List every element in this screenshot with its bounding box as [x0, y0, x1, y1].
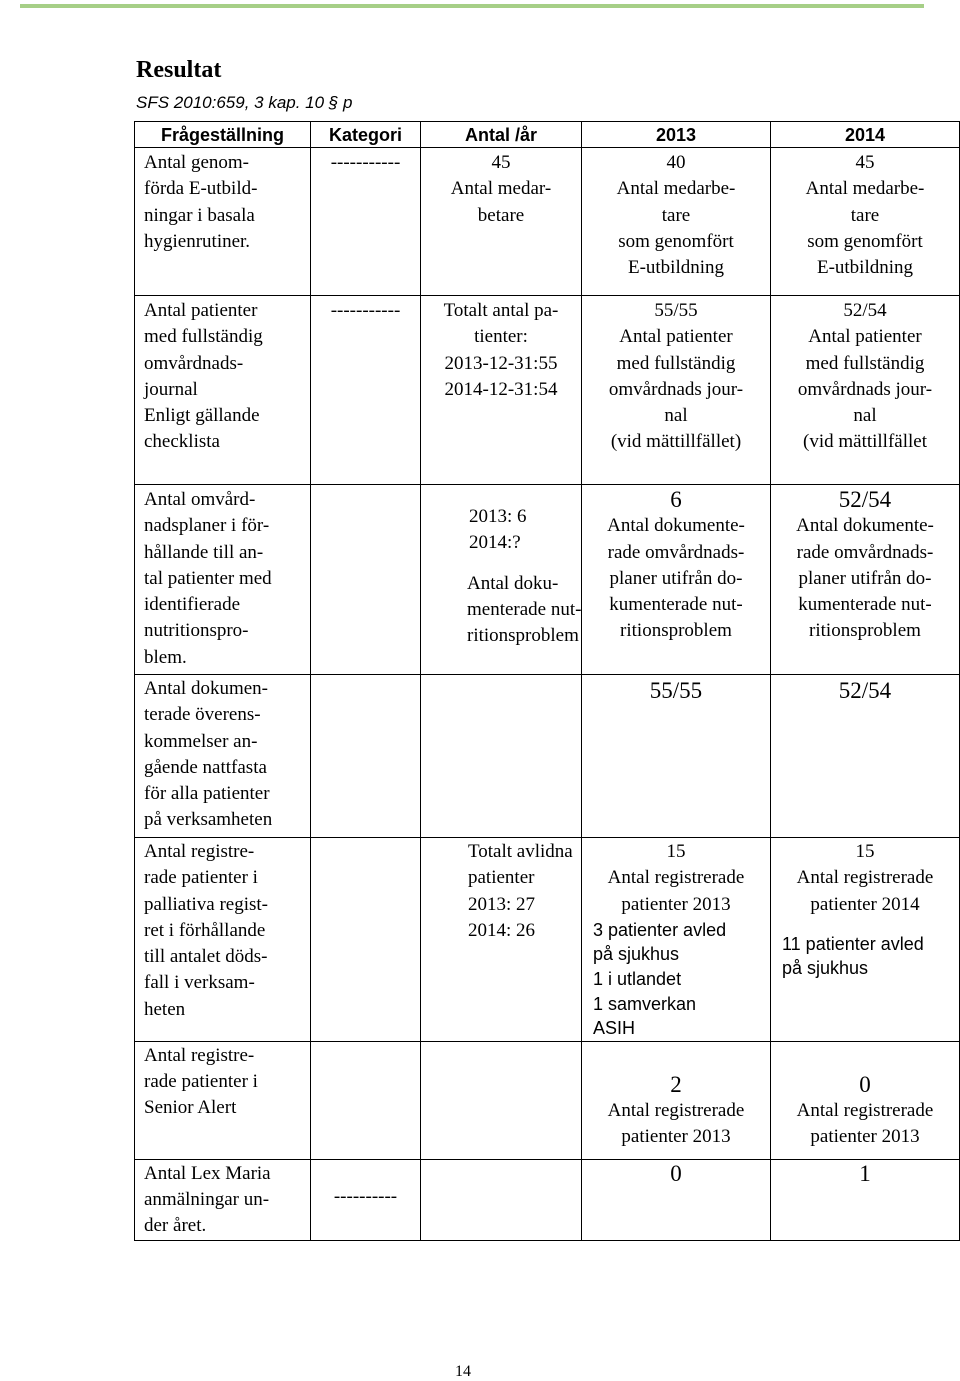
cell-line: 2013: 27 — [468, 893, 536, 915]
cell-2013 — [582, 485, 771, 675]
cell-line: 40 — [666, 152, 686, 173]
cell-line: rade omvårdnads- — [607, 541, 745, 563]
col-header-question: Frågeställning — [135, 122, 311, 148]
cell-line: Antal omvård- — [144, 489, 256, 510]
col-header-count: Antal /år — [421, 122, 582, 148]
cell-line: Antal medar- — [450, 178, 552, 200]
cell-note-line: 3 patienter avled — [593, 919, 727, 940]
cell-2014 — [771, 148, 960, 296]
col-header-category: Kategori — [311, 122, 421, 148]
cell-line: E-utbildning — [816, 257, 914, 279]
cell-line: Antal medarbe- — [805, 178, 925, 200]
cell-line: hållande till an- — [144, 541, 264, 563]
cell-line: tare — [850, 204, 880, 226]
cell-line: omvårdnads jour- — [608, 378, 744, 400]
cell-2013 — [582, 675, 771, 838]
cell-line: ritionsproblem — [467, 625, 579, 647]
cell-line: med fullständig — [616, 352, 736, 374]
cell-2014 — [771, 1159, 960, 1240]
cell-question — [135, 148, 311, 296]
page-number: 14 — [455, 1363, 471, 1380]
cell-line: Antal registrerade — [796, 867, 934, 889]
cell-note-line: 1 samverkan — [593, 993, 697, 1014]
cell-line: journal — [144, 378, 198, 400]
cell-line: 2014-12-31:54 — [444, 378, 558, 400]
cell-count — [421, 1041, 582, 1159]
table-row — [135, 675, 960, 838]
cell-line: nal — [664, 405, 688, 427]
cell-line: Antal dokumen- — [144, 678, 269, 699]
cell-question — [135, 485, 311, 675]
cell-line: Antal Lex Maria — [144, 1162, 271, 1184]
cell-category — [311, 485, 421, 675]
results-table — [134, 121, 960, 1241]
table-row — [135, 148, 960, 296]
cell-2014 — [771, 675, 960, 838]
cell-line: heten — [144, 998, 186, 1020]
cell-line: patienter 2013 — [810, 1126, 920, 1148]
cell-line: 55/55 — [654, 300, 698, 321]
cell-line: tare — [661, 204, 691, 226]
cell-line: ret i förhållande — [144, 919, 266, 941]
top-accent-rule — [20, 4, 924, 8]
cell-line: Antal patienter — [808, 326, 922, 348]
cell-line: till antalet döds- — [144, 946, 268, 968]
cell-line: (vid mättillfället) — [610, 431, 742, 453]
cell-line: 52/54 — [838, 678, 892, 703]
cell-line: ----------- — [330, 300, 401, 321]
cell-line: på verksamheten — [144, 809, 273, 831]
cell-line: som genomfört — [618, 230, 734, 252]
cell-line: Antal doku- — [467, 572, 559, 594]
cell-line: Antal medarbe- — [616, 178, 736, 200]
cell-2013 — [582, 1041, 771, 1159]
cell-count — [421, 675, 582, 838]
cell-line: 52/54 — [838, 487, 892, 512]
cell-2013 — [582, 838, 771, 1042]
cell-count — [421, 1159, 582, 1240]
cell-line: ritionsproblem — [620, 620, 732, 642]
cell-line: der året. — [144, 1215, 207, 1237]
table-row — [135, 296, 960, 485]
cell-line: Antal patienter — [144, 300, 258, 321]
cell-line: 45 — [491, 152, 511, 173]
cell-count — [421, 838, 582, 1042]
cell-line: identifierade — [144, 594, 241, 616]
cell-2014 — [771, 296, 960, 485]
cell-line: 45 — [855, 152, 875, 173]
statute-reference: SFS 2010:659, 3 kap. 10 § p — [136, 93, 353, 112]
cell-question — [135, 1159, 311, 1240]
cell-line: betare — [477, 204, 525, 226]
cell-line: med fullständig — [144, 326, 263, 348]
cell-category — [311, 1041, 421, 1159]
cell-line: 0 — [859, 1071, 871, 1097]
cell-note-line: ASIH — [593, 1018, 636, 1039]
cell-line: 6 — [670, 487, 682, 512]
cell-line: ningar i basala — [144, 204, 255, 226]
cell-line: 0 — [670, 1160, 682, 1186]
cell-note-line: på sjukhus — [593, 944, 680, 965]
cell-line: Senior Alert — [144, 1097, 237, 1119]
cell-line: ----------- — [330, 152, 401, 173]
cell-category — [311, 296, 421, 485]
table-row — [135, 1159, 960, 1240]
cell-question — [135, 675, 311, 838]
cell-line: terade överens- — [144, 704, 261, 726]
cell-line: med fullständig — [805, 352, 925, 374]
cell-line: menterade nut- — [467, 598, 582, 620]
cell-line: E-utbildning — [627, 257, 725, 279]
cell-note-line: 1 i utlandet — [593, 969, 682, 990]
cell-line: patienter 2014 — [810, 893, 920, 915]
cell-line: kommelser an- — [144, 730, 258, 752]
cell-line: Enligt gällande — [144, 405, 260, 427]
cell-2013 — [582, 148, 771, 296]
cell-line: planer utifrån do- — [798, 567, 932, 589]
cell-line: patienter — [468, 867, 535, 889]
cell-category — [311, 1159, 421, 1240]
cell-line: Antal registre- — [144, 1044, 255, 1066]
cell-line: nadsplaner i för- — [144, 515, 270, 537]
cell-line: 52/54 — [843, 300, 887, 321]
cell-category — [311, 148, 421, 296]
cell-line: 15 — [666, 841, 686, 862]
cell-line: Antal registrerade — [607, 867, 745, 889]
cell-line: förda E-utbild- — [144, 178, 258, 200]
cell-line: palliativa regist- — [144, 893, 268, 915]
cell-line: nal — [853, 405, 877, 427]
cell-line: planer utifrån do- — [609, 567, 743, 589]
cell-count — [421, 296, 582, 485]
cell-question — [135, 296, 311, 485]
cell-line: (vid mättillfället — [803, 431, 927, 453]
cell-line: anmälningar un- — [144, 1189, 270, 1211]
cell-line: Totalt antal pa- — [443, 300, 559, 321]
col-header-2014: 2014 — [771, 122, 960, 148]
cell-line: 2013: 6 — [469, 506, 527, 527]
cell-line: patienter 2013 — [621, 1126, 731, 1148]
cell-line: Antal dokumente- — [796, 515, 934, 537]
cell-line: Antal registrerade — [607, 1100, 745, 1122]
cell-2014 — [771, 485, 960, 675]
cell-line: fall i verksam- — [144, 972, 255, 994]
cell-line: rade patienter i — [144, 1071, 258, 1093]
cell-line: gående nattfasta — [144, 756, 267, 778]
header-row — [135, 122, 960, 148]
cell-line: tienter: — [474, 326, 528, 348]
cell-line: rade omvårdnads- — [796, 541, 934, 563]
cell-line: 2 — [670, 1071, 682, 1097]
cell-note-line: 11 patienter avled — [782, 933, 924, 954]
table-row — [135, 838, 960, 1042]
cell-line: patienter 2013 — [621, 893, 731, 915]
cell-line: blem. — [144, 646, 187, 668]
cell-2013 — [582, 296, 771, 485]
cell-2014 — [771, 1041, 960, 1159]
cell-line: 2013-12-31:55 — [444, 352, 558, 374]
cell-category — [311, 838, 421, 1042]
cell-line: tal patienter med — [144, 567, 272, 589]
cell-line: Antal genom- — [144, 152, 250, 173]
cell-line: kumenterade nut- — [609, 594, 743, 616]
cell-line: ritionsproblem — [809, 620, 921, 642]
cell-line: hygienrutiner. — [144, 230, 251, 252]
col-header-2013: 2013 — [582, 122, 771, 148]
cell-line: 2014:? — [469, 532, 521, 554]
cell-line: Antal patienter — [619, 326, 733, 348]
cell-line: ---------- — [333, 1185, 398, 1207]
cell-line: omvårdnads jour- — [797, 378, 933, 400]
cell-count — [421, 485, 582, 675]
cell-2013 — [582, 1159, 771, 1240]
cell-question — [135, 838, 311, 1042]
cell-line: kumenterade nut- — [798, 594, 932, 616]
cell-question — [135, 1041, 311, 1159]
cell-2014 — [771, 838, 960, 1042]
cell-line: som genomfört — [807, 230, 923, 252]
cell-line: 2014: 26 — [468, 919, 536, 941]
section-heading: Resultat — [136, 57, 222, 83]
cell-line: 15 — [855, 841, 875, 862]
cell-note-line: på sjukhus — [782, 958, 869, 979]
table-row — [135, 485, 960, 675]
cell-line: 55/55 — [649, 678, 703, 703]
cell-line: för alla patienter — [144, 783, 270, 805]
cell-line: Antal registrerade — [796, 1100, 934, 1122]
cell-count — [421, 148, 582, 296]
cell-line: Antal registre- — [144, 841, 255, 862]
cell-line: checklista — [144, 431, 220, 453]
cell-line: Antal dokumente- — [607, 515, 745, 537]
cell-category — [311, 675, 421, 838]
cell-line: nutritionspro- — [144, 620, 249, 642]
cell-line: 1 — [859, 1160, 871, 1186]
cell-line: rade patienter i — [144, 867, 258, 889]
cell-line: Totalt avlidna — [468, 841, 573, 862]
cell-line: omvårdnads- — [144, 352, 244, 374]
table-row — [135, 1041, 960, 1159]
